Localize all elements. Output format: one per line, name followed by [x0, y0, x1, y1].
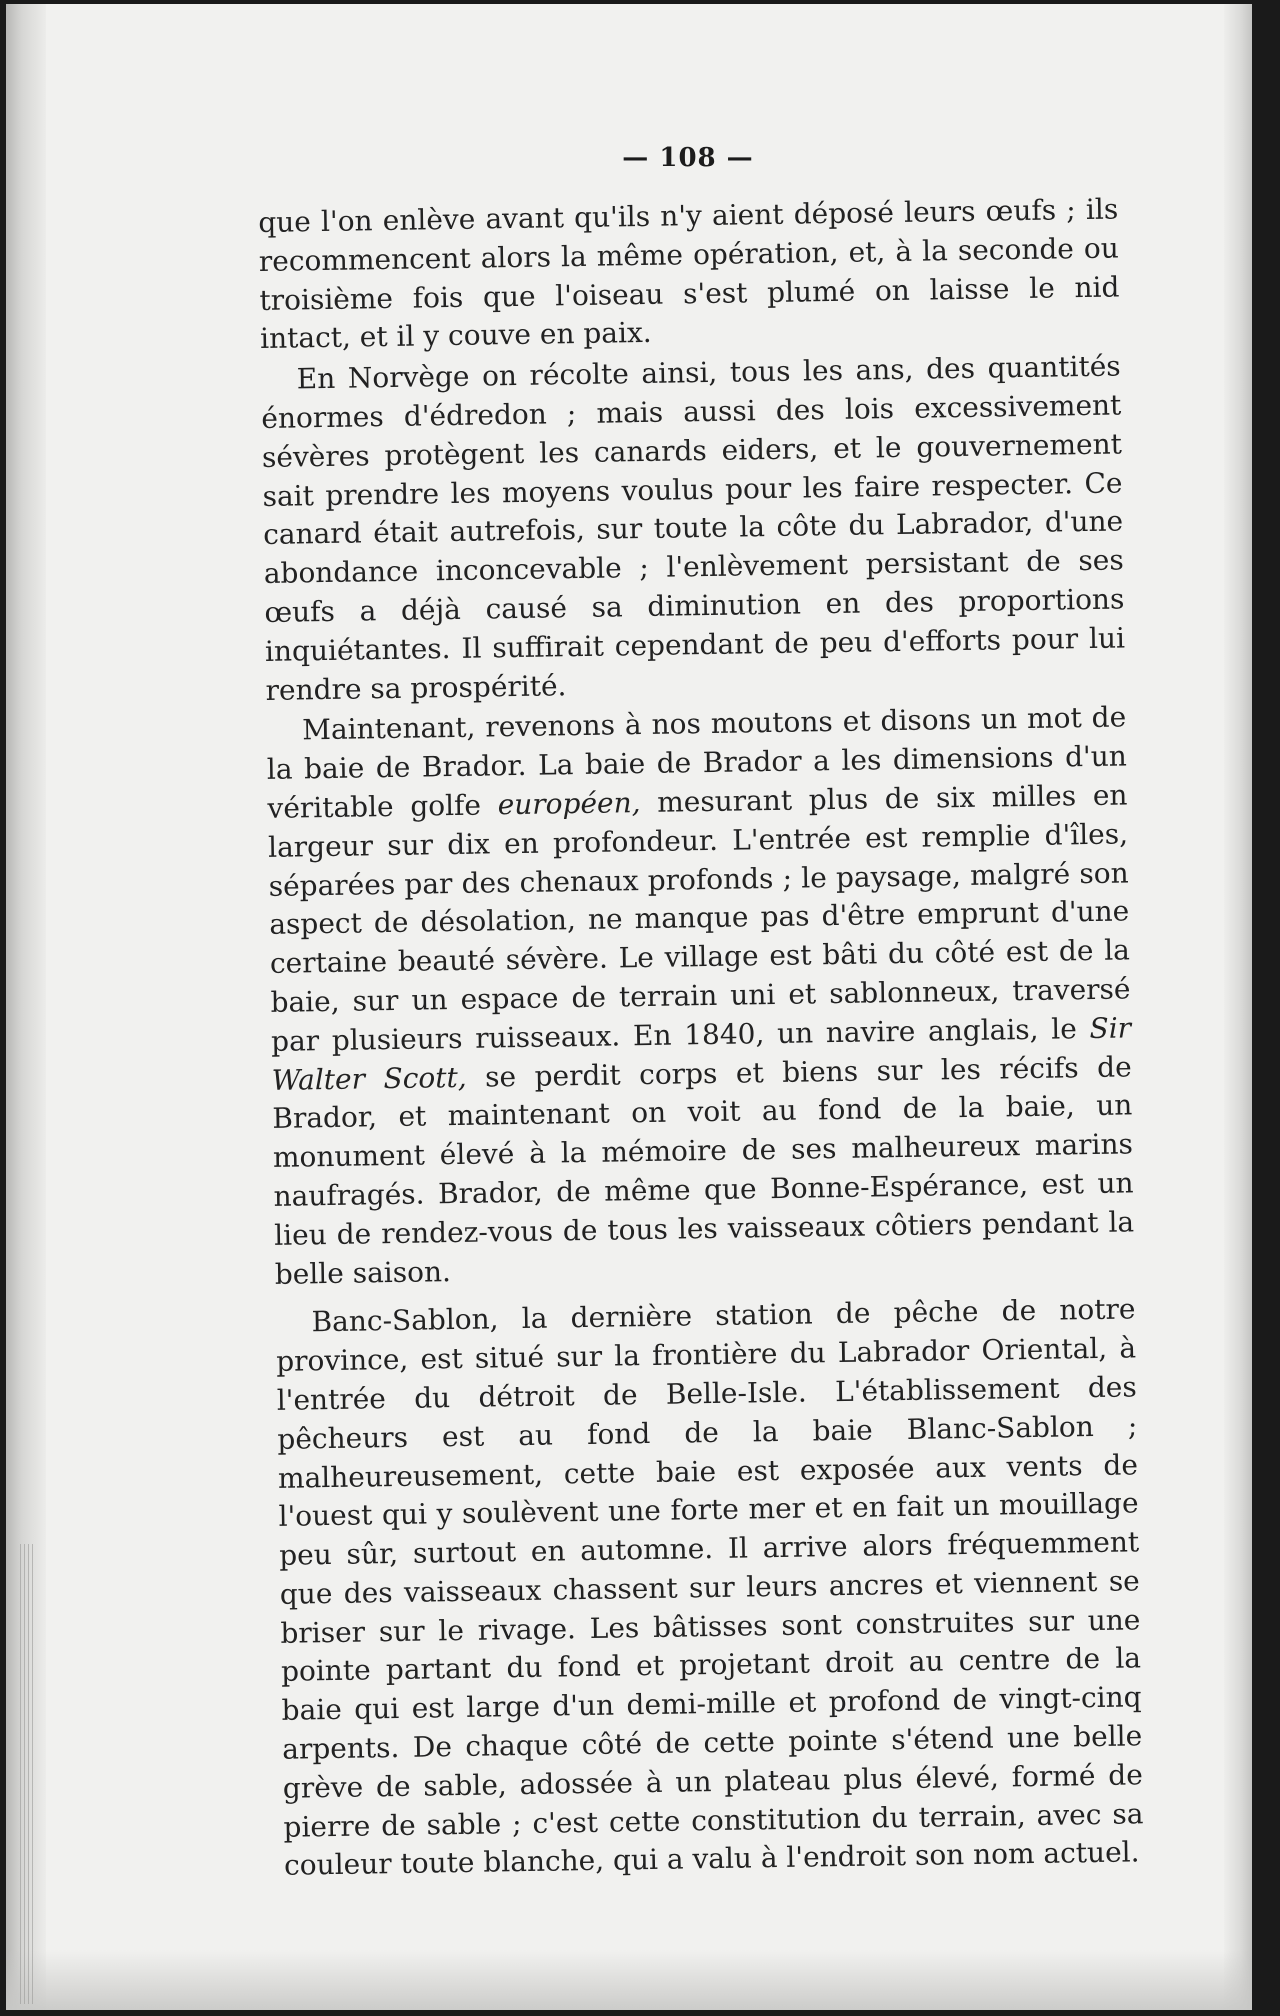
body-text: [258, 190, 1144, 1886]
paragraph-3: [266, 699, 1135, 1294]
page-stack-edges: [20, 1544, 36, 2004]
paragraph-3-part-c: se perdit corps et biens sur les récifs de Brador, et maintenant on voit au fond de la baie, un monument élevé à la mémoire de ses malheureux marins naufragés. Brador, de même que Bonne-Espérance, est un lieu de rendez-vous de tous les vaisseaux côtiers pendant la belle saison.: [272, 1049, 1135, 1291]
paragraph-3-part-a: Maintenant, revenons à nos moutons et disons un mot de la baie de Brador. La baie de Brador a les dimensions d'un véritable golfe: [266, 700, 1128, 825]
paragraph-3-italic-ship-name: Sir Walter Scott,: [271, 1011, 1132, 1097]
page-number: — 108 —: [622, 143, 754, 173]
page-edge-shadow-right: [1224, 4, 1252, 2010]
page-edge-shadow-bottom: [6, 1950, 1252, 2010]
paragraph-1: que l'on enlève avant qu'ils n'y aient déposé leurs œufs ; ils recommencent alors la même opération, et, à la seconde ou troisième fois que l'oiseau s'est plumé on laisse le nid intact, et il y couve en paix.: [258, 192, 1120, 356]
paragraph-3-part-b: mesurant plus de six milles en largeur sur dix en profondeur. L'entrée est remplie d'îles, séparées par des chenaux profonds ; le paysage, malgré son aspect de désolation, ne manque pas d'être emprunt d'une certaine beauté sévère. Le village est bâti du côté est de la baie, sur un espace de terrain uni et sablonneux, traversé par plusieurs ruisseaux. En 1840, un navire anglais, le: [267, 778, 1131, 1058]
paragraph-2: En Norvège on récolte ainsi, tous les ans, des quantités énormes d'édredon ; mais aussi des lois excessivement sévères protègent les canards eiders, et le gouvernement sait prendre les moyens voulus pour les faire respecter. Ce canard était autrefois, sur toute la côte du Labrador, d'une abondance inconcevable ; l'enlèvement persistant de ses œufs a déjà causé sa diminution en des proportions inquiétantes. Il suffirait cependant de peu d'efforts pour lui rendre sa prospérité.: [261, 349, 1126, 707]
paragraph-4: Banc-Sablon, la dernière station de pêche de notre province, est situé sur la frontière du Labrador Oriental, à l'entrée du détroit de Belle-Isle. L'établissement des pêcheurs est au fond de la baie Blanc-Sablon ; malheureusement, cette baie est exposée aux vents de l'ouest qui y soulèvent une forte mer et en fait un mouillage peu sûr, surtout en automne. Il arrive alors fréquemment que des vaisseaux chassent sur leurs ancres et viennent se briser sur le rivage. Les bâtisses sont construites sur une pointe partant du fond et projetant droit au centre de la baie qui est large d'un demi-mille et profond de vingt-cinq arpents. De chaque côté de cette pointe s'étend une belle grève de sable, adossée à un plateau plus élevé, formé de pierre de sable ; c'est cette constitution du terrain, avec sa couleur toute blanche, qui a valu à l'endroit son nom actuel.: [275, 1292, 1144, 1883]
paragraph-3-italic-europeen: européen,: [497, 786, 641, 822]
